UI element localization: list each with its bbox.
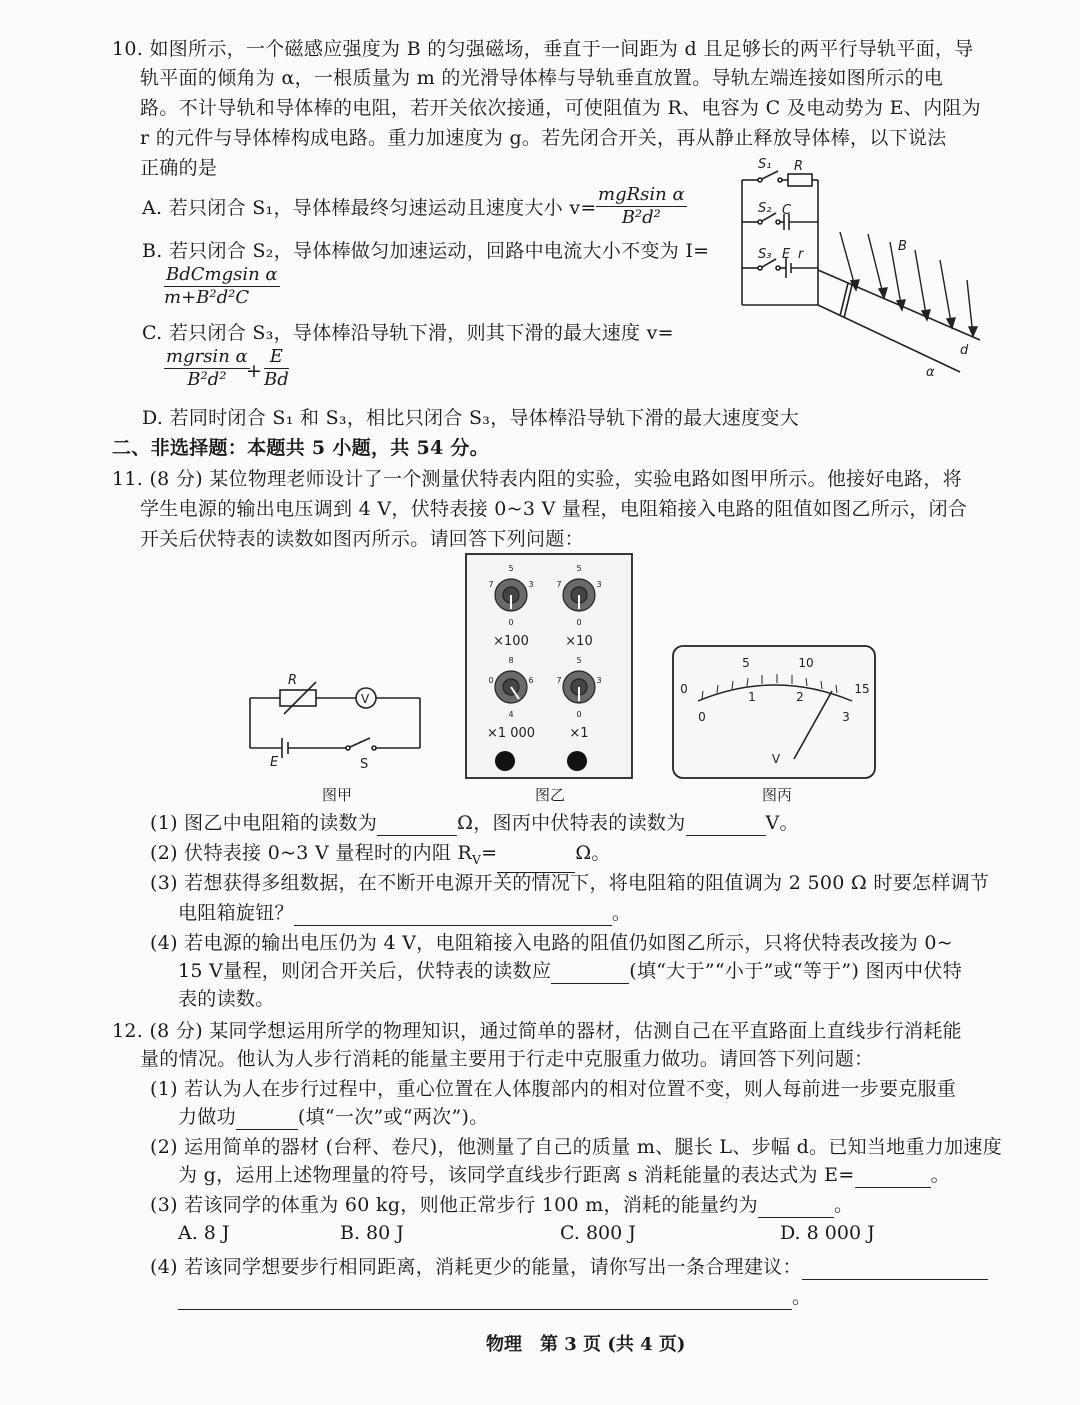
q11-sub3-text: 电阻箱旋钮？ [178,902,294,924]
label-s2: S₂ [758,201,772,216]
q12-sub2-text-a: 为 g，运用上述物理量的符号，该同学直线步行距离 s 消耗能量的表达式为 E= [178,1164,855,1186]
label-x10: ×10 [565,634,593,649]
q10-line-5: 正确的是 [140,157,218,179]
q12-sub2-line-2 [178,1162,950,1188]
section-2-header: 二、非选择题：本题共 5 小题，共 54 分。 [112,437,490,459]
q10-line-2: 轨平面的倾角为 α，一根质量为 m 的光滑导体棒与导轨垂直放置。导轨左端连接如图所示的电 [140,67,944,89]
q11-sub1-text-c: V。 [765,812,799,834]
q12-option-b[interactable]: B. 80 J [340,1222,404,1244]
answer-blank[interactable] [802,1261,988,1280]
figure-jia-label: 图甲 [322,786,353,804]
q12-line-1: 12. (8 分) 某同学想运用所学的物理知识，通过简单的器材，估测自己在平直路面上直线步行消耗能 [112,1020,962,1042]
svg-text:0: 0 [488,676,494,685]
q11-sub3-end: 。 [611,902,632,924]
top-scale-10: 10 [798,656,814,670]
q12-sub1-text-b: (填“一次”或“两次”)。 [297,1106,489,1128]
bottom-scale-2: 2 [796,690,804,704]
svg-text:0: 0 [576,618,582,627]
svg-text:0: 0 [508,618,514,627]
fraction-denominator: B²d² [187,369,227,390]
label-e: E [270,755,279,770]
q11-line-1: 11. (8 分) 某位物理老师设计了一个测量伏特表内阻的实验，实验电路如图甲所示。他接好电路，将 [112,468,962,490]
figure-yi-resistance-box [465,553,635,781]
svg-text:7: 7 [556,580,562,589]
terminal-right [567,751,587,771]
fraction-numerator: BdCmgsin α [166,264,278,285]
fraction-numerator: mgrsin α [166,346,248,367]
q10-option-a-fraction [596,184,687,229]
q11-sub2-text-b: = [481,842,498,864]
label-x1000: ×1 000 [486,726,536,741]
fraction-denominator: Bd [264,369,289,390]
q12-sub4-text: (4) 若该同学想要步行相同距离，消耗更少的能量，请你写出一条合理建议： [150,1256,802,1278]
q10-option-c-fraction-1 [164,346,250,391]
q11-sub4-text-b: (填“大于”“小于”或“等于”) 图丙中伏特 [629,960,962,982]
q12-line-2: 量的情况。他认为人步行消耗的能量主要用于行走中克服重力做功。请回答下列问题： [140,1048,874,1070]
q11-sub2-subscript: V [472,852,482,867]
unit-v: V [771,752,781,766]
q11-line-3: 开关后伏特表的读数如图丙所示。请回答下列问题： [140,528,584,550]
q10-option-d: D. 若同时闭合 S₁ 和 S₃，相比只闭合 S₃，导体棒沿导轨下滑的最大速度变大 [142,407,799,429]
q12-option-d[interactable]: D. 8 000 J [780,1222,875,1244]
q10-option-c: C. 若只闭合 S₃，导体棒沿导轨下滑，则其下滑的最大速度 v= [142,322,674,344]
q12-sub3-line-1 [150,1192,853,1218]
fraction-denominator: B²d² [621,207,661,228]
q12-sub4-line-2 [178,1284,811,1310]
top-scale-0: 0 [680,682,688,696]
q10-option-b-fraction [164,264,280,309]
q11-sub4-text-a: 15 V量程，则闭合开关后，伏特表的读数应 [178,960,552,982]
q12-sub1-text-a: 力做功 [178,1106,236,1128]
top-scale-5: 5 [742,656,750,670]
label-alpha: α [926,365,935,380]
q12-sub3-text: (3) 若该同学的体重为 60 kg，则他正常步行 100 m，消耗的能量约为 [150,1194,758,1216]
bottom-scale-1: 1 [748,690,756,704]
label-c: C [782,203,792,218]
label-b: B [898,239,907,254]
figure-jia-circuit [240,668,440,778]
q11-sub4-line-1: (4) 若电源的输出电压仍为 4 V，电阻箱接入电路的阻值仍如图乙所示，只将伏特表改接为 0~ [150,932,953,954]
answer-blank[interactable] [686,817,766,836]
q10-option-b: B. 若只闭合 S₂，导体棒做匀加速运动，回路中电流大小不变为 I= [142,240,710,262]
q11-sub4-line-2 [178,958,962,984]
svg-text:8: 8 [508,656,514,665]
svg-text:7: 7 [556,676,562,685]
label-x100: ×100 [493,634,529,649]
answer-blank[interactable] [178,1291,792,1310]
svg-text:5: 5 [508,564,514,573]
top-scale-15: 15 [854,682,870,696]
q12-sub4-line-1 [150,1254,988,1280]
q12-sub2-text-b: 。 [930,1164,950,1186]
q12-sub3-end: 。 [833,1194,854,1216]
q10-line-1: 10. 如图所示，一个磁感应强度为 B 的匀强磁场，垂直于一间距为 d 且足够长的两平行导轨平面，导 [112,38,974,60]
q11-sub2-text-c: Ω。 [575,842,611,864]
q10-circuit-figure [730,150,1000,380]
figure-bing-label: 图丙 [762,786,793,804]
q11-sub3-line-1: (3) 若想获得多组数据，在不断开电源开关的情况下，将电阻箱的阻值调为 2 500 Ω 时要怎样调节 [150,872,990,894]
bottom-scale-3: 3 [842,710,850,724]
q10-line-3: 路。不计导轨和导体棒的电阻，若开关依次接通，可使阻值为 R、电容为 C 及电动势为 E、内阻为 [140,97,981,119]
q11-sub2 [150,840,611,873]
q11-sub2-text-a: (2) 伏特表接 0~3 V 量程时的内阻 R [150,842,473,864]
terminal-left [495,751,515,771]
svg-text:7: 7 [488,580,494,589]
svg-text:5: 5 [576,656,582,665]
label-r-resistor: R [794,159,804,174]
answer-blank[interactable] [551,965,629,984]
q11-sub3-line-2 [178,900,631,926]
q10-option-c-plus: + [246,360,263,382]
q11-sub1 [150,810,799,836]
label-s3: S₃ [758,247,772,262]
label-x1: ×1 [569,726,589,741]
q12-sub4-end: 。 [792,1286,812,1308]
q12-option-a[interactable]: A. 8 J [178,1222,230,1244]
label-d: d [960,343,969,358]
q12-option-c[interactable]: C. 800 J [560,1222,636,1244]
answer-blank[interactable] [377,817,457,836]
fraction-denominator: m+B²d²C [164,287,250,308]
answer-blank[interactable] [236,1111,298,1130]
svg-text:5: 5 [576,564,582,573]
answer-blank[interactable] [758,1199,834,1218]
q10-line-4: r 的元件与导体棒构成电路。重力加速度为 g。若先闭合开关，再从静止释放导体棒，以下说法 [140,127,947,149]
bottom-scale-0: 0 [698,710,706,724]
svg-text:3: 3 [528,580,534,589]
fraction-numerator: E [264,346,289,369]
label-r-internal: r [798,247,804,262]
page-footer: 物理 第 3 页 (共 4 页) [486,1334,686,1355]
fraction-numerator: mgRsin α [598,184,685,205]
svg-text:6: 6 [528,676,534,685]
q11-sub1-text-b: Ω，图丙中伏特表的读数为 [457,812,686,834]
answer-blank[interactable] [855,1169,931,1188]
svg-text:3: 3 [596,676,602,685]
q11-sub1-text-a: (1) 图乙中电阻箱的读数为 [150,812,378,834]
label-e: E [782,247,791,262]
svg-text:3: 3 [596,580,602,589]
svg-text:4: 4 [508,710,514,719]
answer-blank[interactable] [294,907,612,926]
figure-yi-label: 图乙 [535,786,566,804]
q10-option-a: A. 若只闭合 S₁，导体棒最终匀速运动且速度大小 v= [142,197,597,219]
label-r: R [288,673,298,688]
q12-sub1-line-1: (1) 若认为人在步行过程中，重心位置在人体腹部内的相对位置不变，则人每前进一步要克服重 [150,1078,957,1100]
label-v: V [361,692,370,706]
q12-sub2-line-1: (2) 运用简单的器材 (台秤、卷尺)，他测量了自己的质量 m、腿长 L、步幅 d。已知当地重力加速度 [150,1136,1003,1158]
q12-sub1-line-2 [178,1104,489,1130]
label-s1: S₁ [758,157,772,172]
q10-option-c-fraction-2 [264,346,289,391]
label-s: S [360,757,369,772]
q11-line-2: 学生电源的输出电压调到 4 V，伏特表接 0~3 V 量程，电阻箱接入电路的阻值如图乙所示，闭合 [140,498,968,520]
figure-bing-voltmeter [672,645,878,781]
svg-text:0: 0 [576,710,582,719]
q11-sub4-line-3: 表的读数。 [178,988,275,1010]
